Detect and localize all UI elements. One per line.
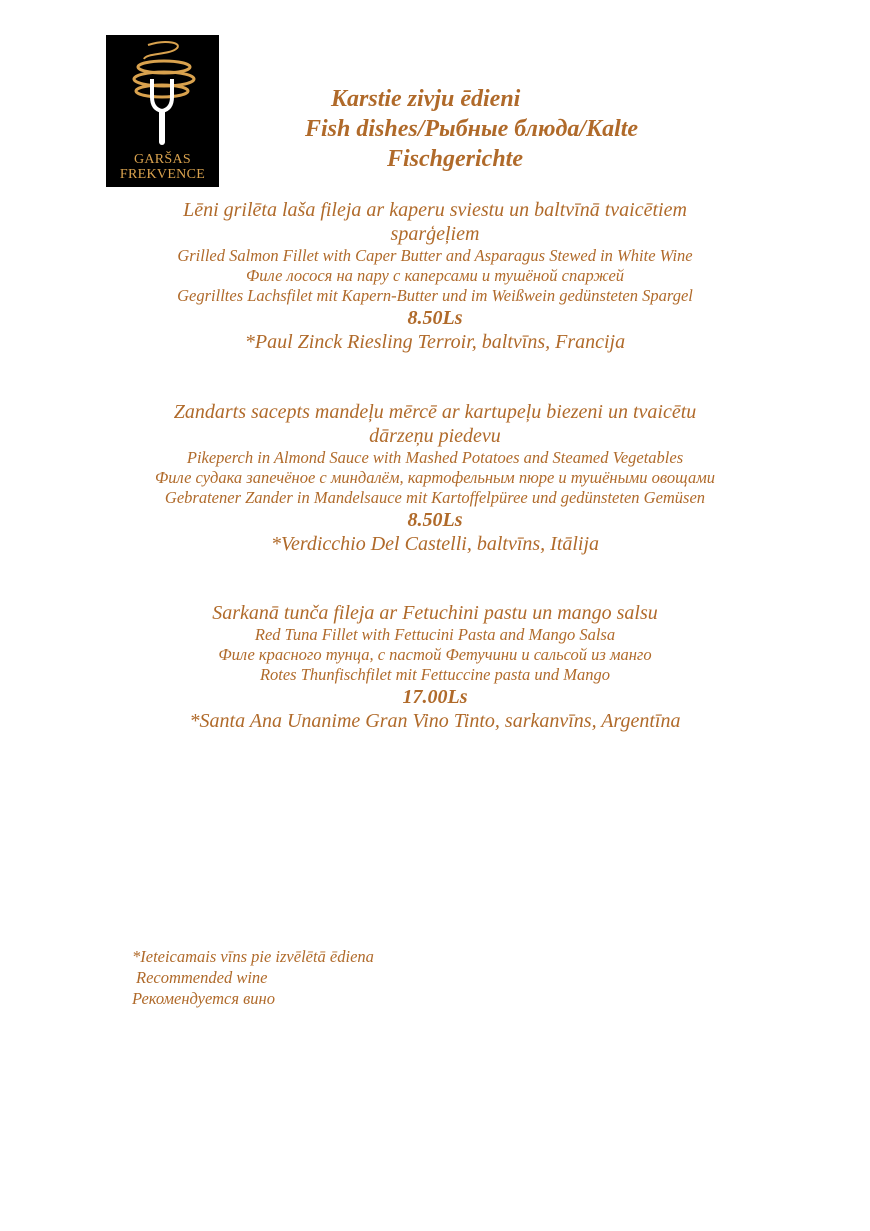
- logo-text-line1: GARŠAS: [133, 152, 192, 167]
- dish-name-de: Gebratener Zander in Mandelsauce mit Kartoffelpüree und gedünsteten Gemüsen: [164, 488, 706, 507]
- dish-name-ru: Филе красного тунца, с пастой Фетучини и сальсой из манго: [218, 645, 652, 664]
- wine-footnote: [132, 946, 374, 1009]
- dish-name-lv-line2: sparģeļiem: [390, 223, 480, 245]
- dish-wine: *Santa Ana Unanime Gran Vino Tinto, sarkanvīns, Argentīna: [189, 710, 681, 732]
- dish-name-de: Rotes Thunfischfilet mit Fettuccine pasta und Mango: [259, 665, 611, 684]
- dish-name-de: Gegrilltes Lachsfilet mit Kapern-Butter und im Weißwein gedünsteten Spargel: [177, 286, 693, 305]
- dish-name-lv-line1: Lēni grilēta laša fileja ar kaperu sviestu un baltvīnā tvaicētiem: [183, 199, 687, 221]
- dish-wine: *Paul Zinck Riesling Terroir, baltvīns, Francija: [244, 331, 626, 353]
- dish-price: 8.50Ls: [407, 509, 463, 531]
- dish-name-lv-line2: dārzeņu piedevu: [369, 425, 501, 447]
- restaurant-logo: [106, 35, 219, 187]
- footnote-en: Recommended wine: [136, 968, 268, 987]
- page-title-lv: Karstie zivju ēdieni: [331, 86, 521, 112]
- page-title-de: Fischgerichte: [387, 146, 523, 172]
- dish-price: 17.00Ls: [402, 686, 468, 708]
- footnote-lv: *Ieteicamais vīns pie izvēlētā ēdiena: [132, 947, 374, 966]
- dish-name-ru: Филе судака запечёное с миндалём, картофельным пюре и тушёными овощами: [154, 468, 716, 487]
- logo-text-line2: FREKVENCE: [119, 167, 206, 182]
- dish-name-lv-line1: Zandarts sacepts mandeļu mērcē ar kartupeļu biezeni un tvaicētu: [173, 401, 697, 423]
- dish-name-lv: Sarkanā tunča fileja ar Fetuchini pastu un mango salsu: [212, 602, 658, 624]
- fork-flame-icon: [106, 35, 219, 155]
- dish-price: 8.50Ls: [407, 307, 463, 329]
- dish-name-en: Pikeperch in Almond Sauce with Mashed Potatoes and Steamed Vegetables: [186, 448, 684, 467]
- dish-name-ru: Филе лосося на пару с каперсами и тушёной спаржей: [245, 266, 625, 285]
- dish-name-en: Red Tuna Fillet with Fettucini Pasta and Mango Salsa: [254, 625, 616, 644]
- dish-salmon: [0, 198, 870, 354]
- dish-pikeperch: [0, 400, 870, 556]
- dish-tuna: [0, 601, 870, 733]
- dish-wine: *Verdicchio Del Castelli, baltvīns, Itālija: [270, 533, 600, 555]
- footnote-ru: Рекомендуется вино: [132, 989, 275, 1008]
- dish-name-en: Grilled Salmon Fillet with Caper Butter and Asparagus Stewed in White Wine: [177, 246, 693, 265]
- page-title-multilang: Fish dishes/Рыбные блюда/Kalte: [305, 116, 639, 142]
